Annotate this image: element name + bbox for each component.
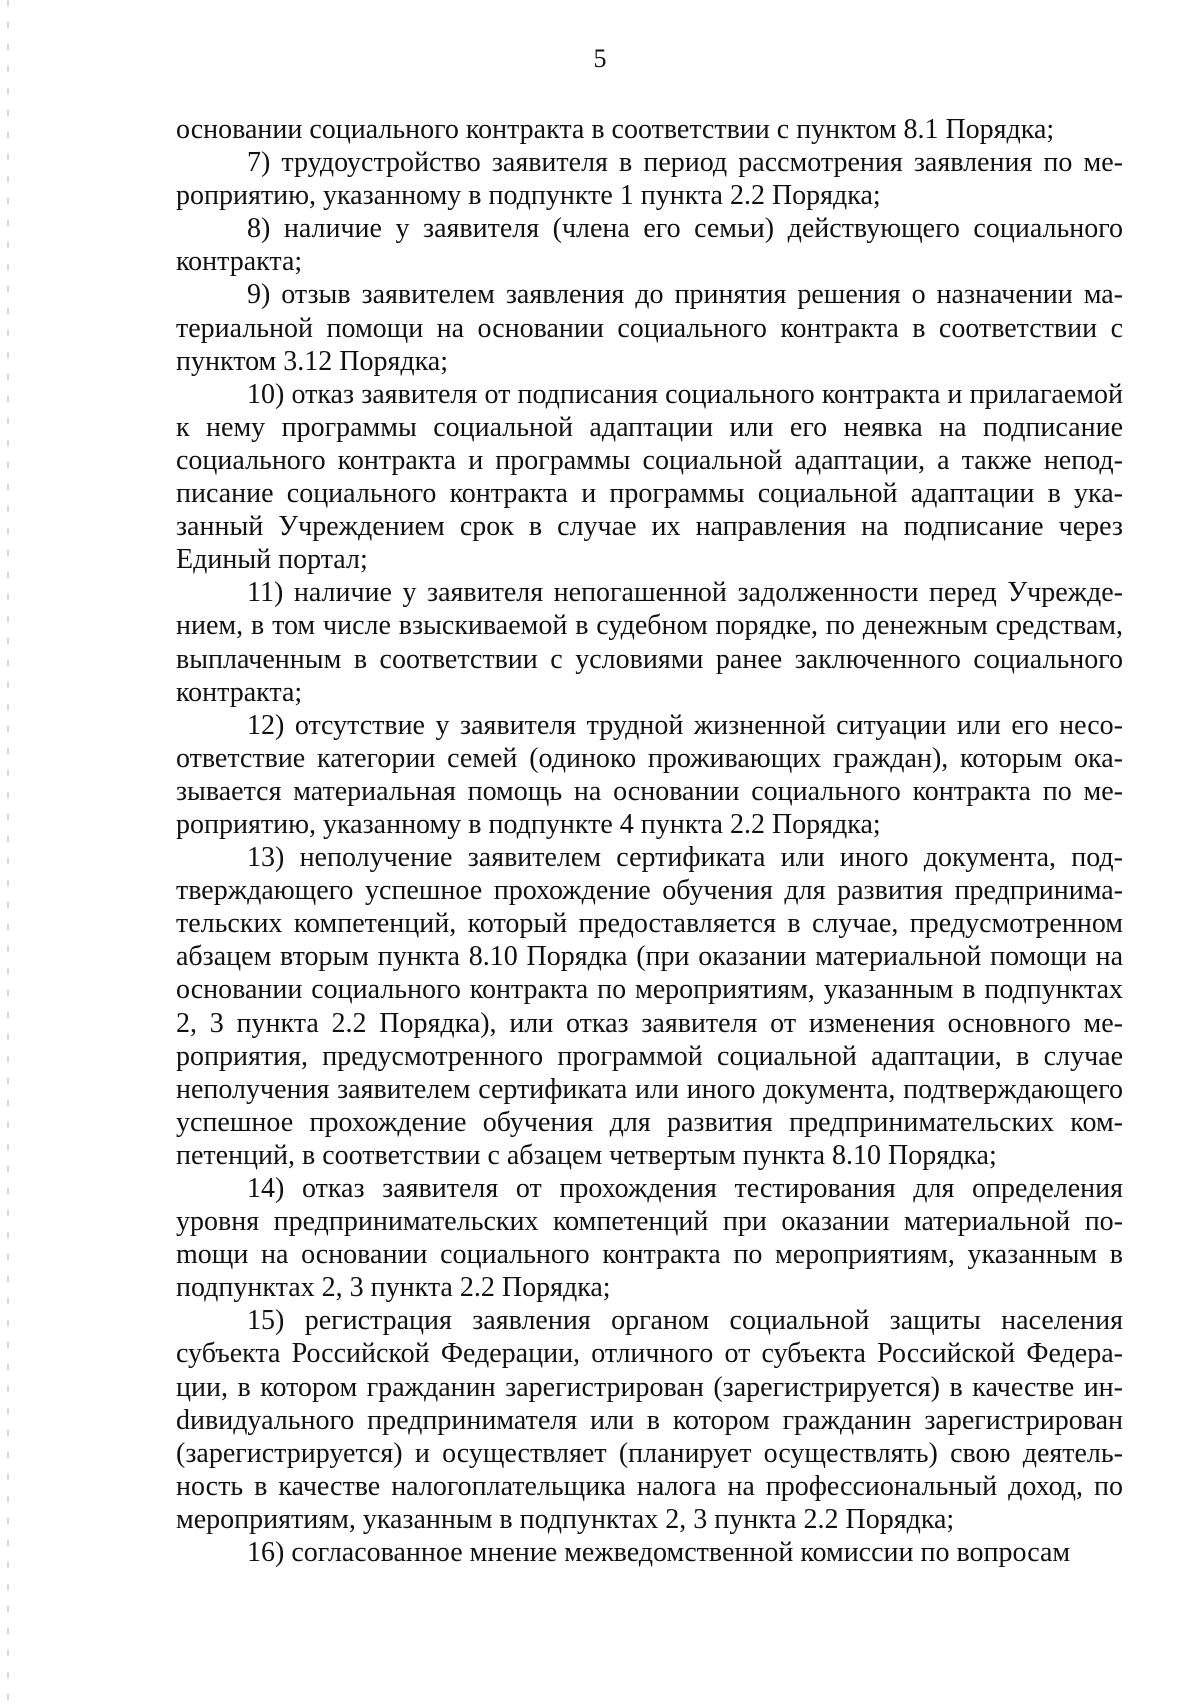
paragraph-item-16: 16) согласованное мнение межведомственной комиссии по вопросам xyxy=(247,1537,1071,1569)
paragraph-item-10: 10) отказ заявителя от подписания социального контракта и прилагаемой к нему программы социальной адаптации или его неявка на подписание социального контракта и программы социальной адаптации, а также неподписание социального контракта и программы социальной адаптации в указанный Учреждением срок в случае их направления на подписание через Единый портал; xyxy=(176,378,1123,576)
paragraph-item-13: 13) неполучение заявителем сертификата или иного документа, подтверждающего успешное прохождение обучения для развития предпринимательских компетенций, который предоставляется в случае, предусмотренном абзацем вторым пункта 8.10 Порядка (при оказании материальной помощи на основании социального контракта по мероприятиям, указанным в подпунктах 2, 3 пункта 2.2 Порядка), или отказ заявителя от изменения основного мероприятия, предусмотренного программой социальной адаптации, в случае неполучения заявителем сертификата или иного документа, подтверждающего успешное прохождение обучения для развития предпринимательских компетенций, в соответствии с абзацем четвертым пункта 8.10 Порядка; xyxy=(176,842,1123,1171)
paragraph-item-15: 15) регистрация заявления органом социальной защиты населения субъекта Российской Федерации, отличного от субъекта Российской Федерации, в котором гражданин зарегистрирован (зарегистрируется) в качестве инdивидуального предпринимателя или в котором гражданин зарегистрирован (зарегистрируется) и осуществляет (планирует осуществлять) свою деятельность в качестве налогоплательщика налога на профессиональный доход, по мероприятиям, указанным в подпунктах 2, 3 пункта 2.2 Порядка; xyxy=(176,1305,1123,1535)
page-number: 5 xyxy=(593,44,607,73)
document-body xyxy=(176,113,1123,1569)
paragraph-item-11: 11) наличие у заявителя непогашенной задолженности перед Учреждением, в том числе взыскиваемой в судебном порядке, по денежным средствам, выплаченным в соответствии с условиями ранее заключенного социального контракта; xyxy=(176,577,1123,708)
paragraph-item-7: 7) трудоустройство заявителя в период рассмотрения заявления по мероприятию, указанному в подпункте 1 пункта 2.2 Порядка; xyxy=(176,147,1123,212)
paragraph-item-14: 14) отказ заявителя от прохождения тестирования для определения уровня предпринимательских компетенций при оказании материальной поmощи на основании социального контракта по мероприятиям, указанным в подпунктах 2, 3 пункта 2.2 Порядка; xyxy=(176,1173,1123,1304)
scan-edge-mark xyxy=(7,0,9,1704)
paragraph-continuation: основании социального контракта в соответствии с пунктом 8.1 Порядка; xyxy=(176,114,1055,145)
paragraph-item-9: 9) отзыв заявителем заявления до принятия решения о назначении материальной помощи на основании социального контракта в соответствии с пунктом 3.12 Порядка; xyxy=(176,279,1123,377)
paragraph-item-8: 8) наличие у заявителя (члена его семьи) действующего социального контракта; xyxy=(176,213,1123,278)
paragraph-item-12: 12) отсутствие у заявителя трудной жизненной ситуации или его несоответствие категории семей (одиноко проживающих граждан), которым оказывается материальная помощь на основании социального контракта по мероприятию, указанному в подпункте 4 пункта 2.2 Порядка; xyxy=(176,709,1123,840)
